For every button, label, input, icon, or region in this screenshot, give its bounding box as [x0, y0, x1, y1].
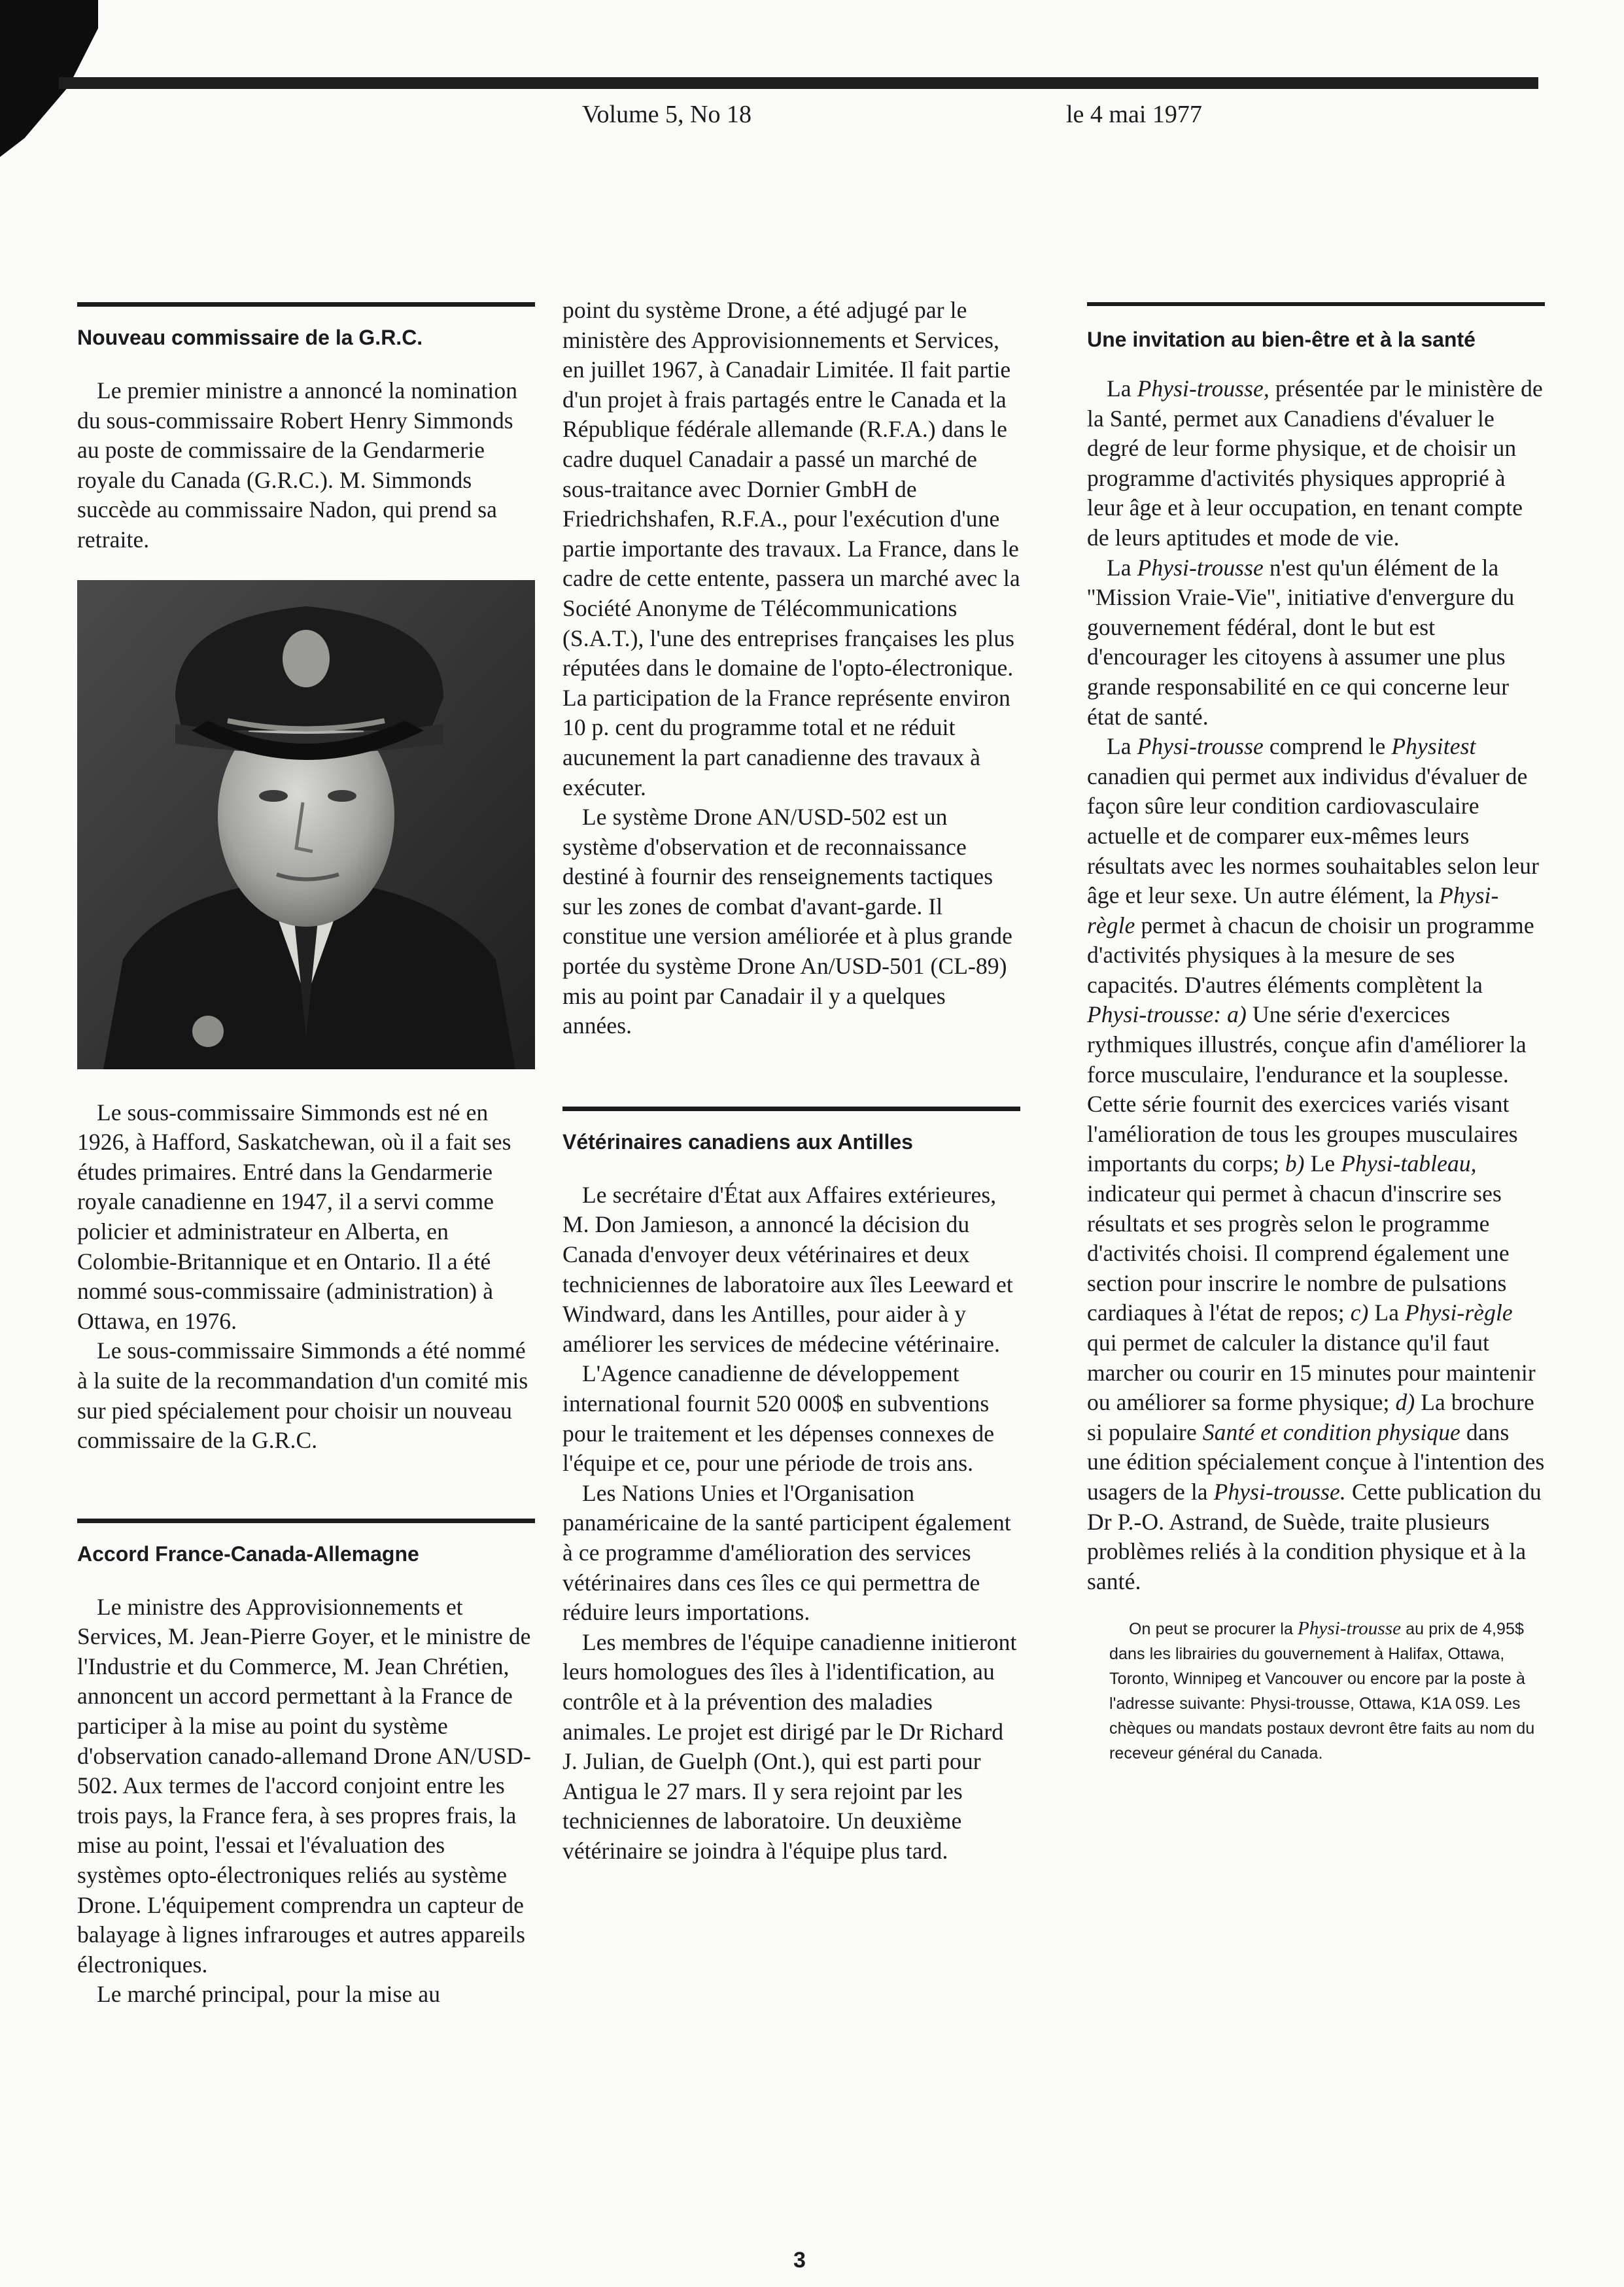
- volume-number: Volume 5, No 18: [582, 101, 752, 128]
- portrait-image: [77, 580, 535, 1069]
- page-number: 3: [793, 2248, 806, 2273]
- article-title-bien-etre: Une invitation au bien-être et à la santé: [1087, 328, 1476, 351]
- section-rule: [1087, 302, 1545, 306]
- article-paragraph: Le marché principal, pour la mise au: [97, 1981, 441, 2008]
- article-paragraph: Le sous-commissaire Simmonds a été nommé à la suite de la recommandation d'un comité mis sur pied spécialement pour choisir un nouveau commissaire de la G.R.C.: [77, 1337, 528, 1454]
- article-paragraph: La Physi-trousse, présentée par le ministère de la Santé, permet aux Canadiens d'évaluer le degré de leur forme physique, et de choisir un programme d'activités physiques approprié à leur âge et à leur occupation, en tenant compte de leurs aptitudes et mode de vie.: [1087, 375, 1543, 551]
- column-2: [562, 296, 1020, 1866]
- article-paragraph: Le secrétaire d'État aux Affaires extérieures, M. Don Jamieson, a annoncé la décision du Canada d'envoyer deux vétérinaires et deux techniciennes de laboratoire aux îles Leeward et Windward, dans les Antilles, pour aider à y améliorer les services de médecine vétérinaire.: [562, 1181, 1013, 1357]
- article-paragraph: Le premier ministre a annoncé la nomination du sous-commissaire Robert Henry Simmonds au poste de commissaire de la Gendarmerie royale du Canada (G.R.C.). M. Simmonds succède au commissaire Nadon, qui prend sa retraite.: [77, 377, 518, 553]
- ordering-note: On peut se procurer la Physi-trousse au prix de 4,95$ dans les librairies du gouvernement à Halifax, Ottawa, Toronto, Winnipeg et Vancouver ou encore par la poste à l'adresse suivante: Physi-trousse, Ottawa, K1A 0S9. Les chèques ou mandats postaux devront être faits au nom du receveur général du Canada.: [1109, 1618, 1535, 1763]
- article-paragraph: Les membres de l'équipe canadienne initieront leurs homologues des îles à l'identification, au contrôle et à la prévention des maladies animales. Le projet est dirigé par le Dr Richard J. Julian, de Guelph (Ont.), qui est parti pour Antigua le 27 mars. Il y sera rejoint par les techniciennes de laboratoire. Un deuxième vétérinaire se joindra à l'équipe plus tard.: [562, 1628, 1017, 1864]
- article-paragraph: La Physi-trousse comprend le Physitest canadien qui permet aux individus d'évaluer de façon sûre leur condition cardiovasculaire actuelle et de comparer eux-mêmes leurs résultats avec les normes souhaitables selon leur âge et leur sexe. Un autre élément, la Physi-règle permet à chacun de choisir un programme d'activités physiques à la mesure de ses capacités. D'autres éléments complètent la Physi-trousse: a) Une série d'exercices rythmiques illustrés, conçue afin d'améliorer la force musculaire, l'endurance et la souplesse. Cette série fournit des exercices variés visant l'amélioration de tous les groupes musculaires importants du corps; b) Le Physi-tableau, indicateur qui permet à chacun d'inscrire ses résultats et ses progrès selon le programme d'activités choisi. Il comprend également une section pour inscrire le nombre de pulsations cardiaques à l'état de repos; c) La Physi-règle qui permet de calculer la distance qu'il faut marcher ou courir en 15 minutes pour maintenir ou améliorer sa forme physique; d) La brochure si populaire Santé et condition physique dans une édition spécialement conçue à l'intention des usagers de la Physi-trousse. Cette publication du Dr P.-O. Astrand, de Suède, traite plusieurs problèmes reliés à la condition physique et à la santé.: [1087, 733, 1545, 1594]
- section-rule: [77, 302, 535, 307]
- commissioner-portrait-photo: [77, 580, 535, 1069]
- article-paragraph: Le système Drone AN/USD-502 est un système d'observation et de reconnaissance destiné à fournir des renseignements tactiques sur les zones de combat d'avant-garde. Il constitue une version améliorée et à plus grande portée du système Drone An/USD-501 (CL-89) mis au point par Canadair il y a quelques années.: [562, 804, 1012, 1039]
- article-title-veterinaires: Vétérinaires canadiens aux Antilles: [562, 1129, 913, 1154]
- section-rule: [77, 1519, 535, 1523]
- column-1: [77, 302, 535, 2010]
- article-paragraph: Le sous-commissaire Simmonds est né en 1926, à Hafford, Saskatchewan, où il a fait ses études primaires. Entré dans la Gendarmerie royale canadienne en 1947, il a servi comme policier et administrateur en Alberta, en Colombie-Britannique et en Ontario. Il a été nommé sous-commissaire (administration) à Ottawa, en 1976.: [77, 1099, 511, 1334]
- article-title-grc: Nouveau commissaire de la G.R.C.: [77, 326, 423, 349]
- article-paragraph: L'Agence canadienne de développement international fournit 520 000$ en subventions pour le traitement et les dépenses connexes de l'équipe et ce, pour une période de trois ans.: [562, 1360, 995, 1477]
- article-paragraph: point du système Drone, a été adjugé par le ministère des Approvisionnements et Services, en juillet 1967, à Canadair Limitée. Il fait partie d'un projet à frais partagés entre le Canada et la République fédérale allemande (R.F.A.) dans le cadre duquel Canadair a passé un marché de sous-traitance avec Dornier GmbH de Friedrichshafen, R.F.A., pour l'exécution d'une partie importante des travaux. La France, dans le cadre de cette entente, passera un marché avec la Société Anonyme de Télécommunications (S.A.T.), l'une des entreprises françaises les plus réputées dans le domaine de l'opto-électronique. La participation de la France représente environ 10 p. cent du programme total et ne réduit aucunement la part canadienne des travaux à exécuter.: [562, 297, 1020, 800]
- article-paragraph: Le ministre des Approvisionnements et Services, M. Jean-Pierre Goyer, et le ministre de l'Industrie et du Commerce, M. Jean Chrétien, annoncent un accord permettant à la France de participer à la mise au point du système d'observation canado-allemand Drone AN/USD-502. Aux termes de l'accord conjoint entre les trois pays, la France fera, à ses propres frais, la mise au point, l'essai et l'évaluation des systèmes opto-électroniques reliés au système Drone. L'équipement comprendra un capteur de balayage à lignes infrarouges et autres appareils électroniques.: [77, 1593, 531, 1978]
- article-title-accord: Accord France-Canada-Allemagne: [77, 1541, 419, 1566]
- section-rule: [562, 1107, 1020, 1111]
- article-paragraph: La Physi-trousse n'est qu'un élément de la ''Mission Vraie-Vie'', initiative d'envergure du gouvernement fédéral, dont le but est d'encourager les citoyens à assumer une plus grande responsabilité en ce qui concerne leur état de santé.: [1087, 554, 1515, 730]
- masthead-rule: [59, 77, 1538, 89]
- issue-date: le 4 mai 1977: [1066, 101, 1202, 128]
- article-paragraph: Les Nations Unies et l'Organisation panaméricaine de la santé participent également à ce programme d'amélioration des services vétérinaires dans ces îles ce qui permettra de réduire leurs importations.: [562, 1479, 1011, 1626]
- column-3: [1087, 302, 1545, 1766]
